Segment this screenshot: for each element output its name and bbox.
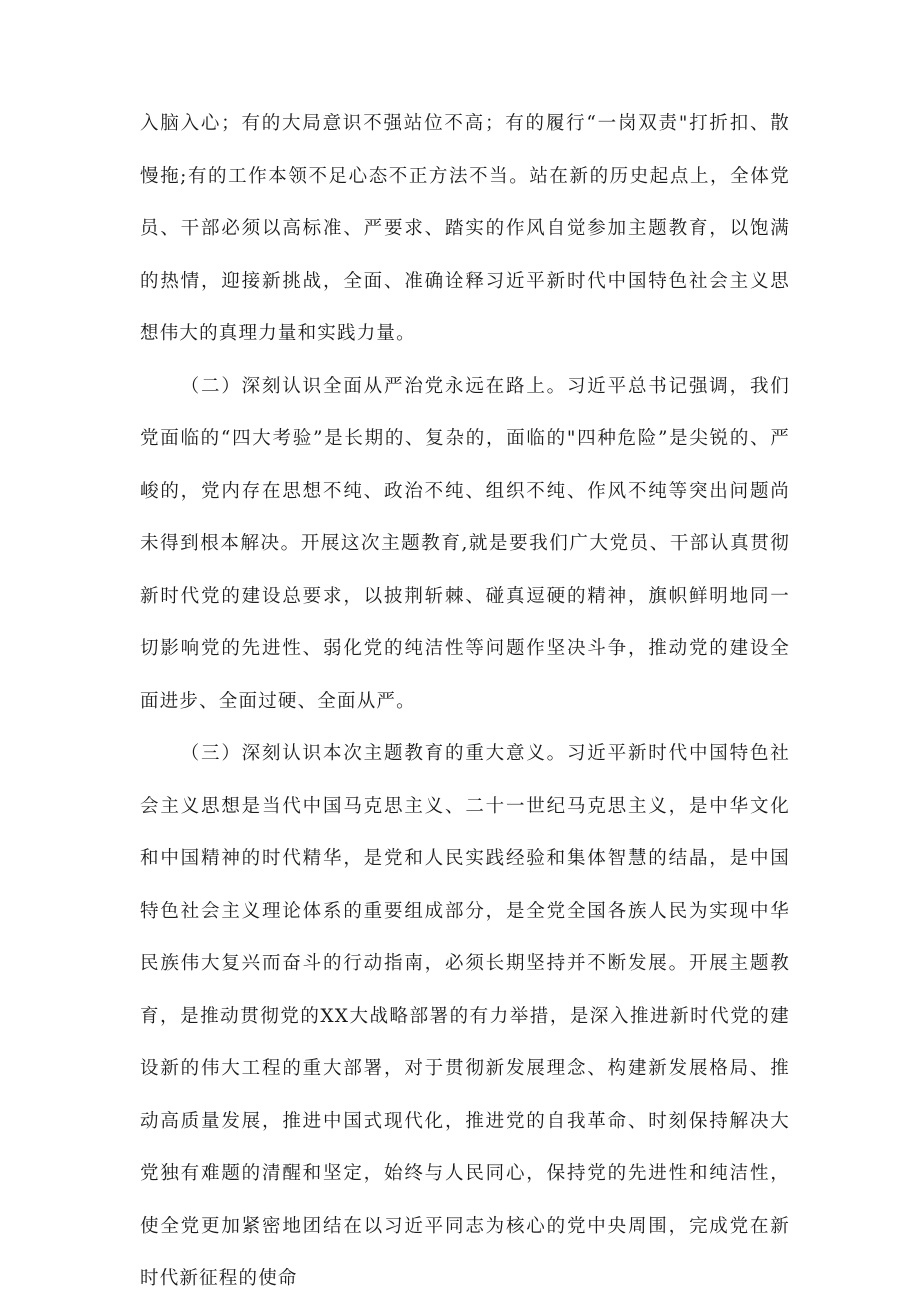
paragraph-continuation: 入脑入心；有的大局意识不强站位不高；有的履行“一岗双责"打折扣、散慢拖;有的工作本领不足心态不正方法不当。站在新的历史起点上，全体党员、干部必须以高标准、严要求、踏实的作风自觉参加主题教育，以饱满的热情，迎接新挑战，全面、准确诠释习近平新时代中国特色社会主义思想伟大的真理力量和实践力量。	[140, 113, 790, 344]
body-text	[140, 98, 790, 1306]
paragraph-section-two: （二）深刻认识全面从严治党永远在路上。习近平总书记强调，我们党面临的“四大考验”是长期的、复杂的，面临的"四种危险”是尖锐的、严峻的，党内存在思想不纯、政治不纯、组织不纯、作风不纯等突出问题尚未得到根本解决。开展这次主题教育,就是要我们广大党员、干部认真贯彻新时代党的建设总要求，以披荆斩棘、碰真逗硬的精神，旗帜鲜明地同一切影响党的先进性、弱化党的纯洁性等问题作坚决斗争，推动党的建设全面进步、全面过硬、全面从严。	[140, 375, 790, 712]
paragraph-section-three: （三）深刻认识本次主题教育的重大意义。习近平新时代中国特色社会主义思想是当代中国马克思主义、二十一世纪马克思主义，是中华文化和中国精神的时代精华，是党和人民实践经验和集体智慧的结晶，是中国特色社会主义理论体系的重要组成部分，是全党全国各族人民为实现中华民族伟大复兴而奋斗的行动指南，必须长期坚持并不断发展。开展主题教育，是推动贯彻党的XX大战略部署的有力举措，是深入推进新时代党的建设新的伟大工程的重大部署，对于贯彻新发展理念、构建新发展格局、推动高质量发展，推进中国式现代化，推进党的自我革命、时刻保持解决大党独有难题的清醒和坚定，始终与人民同心，保持党的先进性和纯洁性，使全党更加紧密地团结在以习近平同志为核心的党中央周围，完成党在新时代新征程的使命	[140, 743, 790, 1289]
